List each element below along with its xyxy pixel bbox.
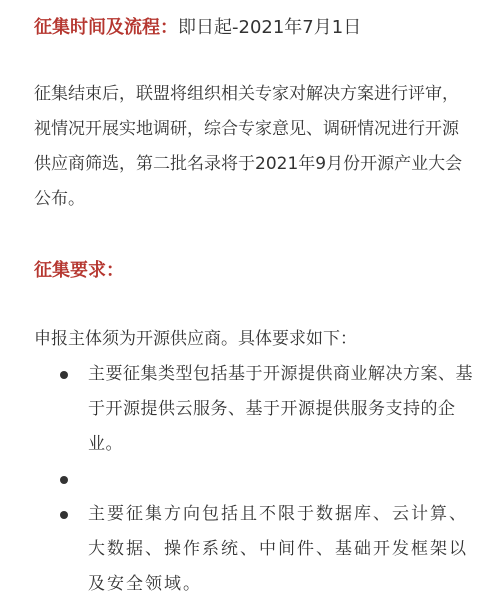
requirements-intro: 申报主体须为开源供应商。具体要求如下： [34, 329, 357, 349]
process-paragraph: 征集结束后，联盟将组织相关专家对解决方案进行评审，视情况开展实地调研，综合专家意见、调研情况进行开源供应商筛选，第二批名录将于2021年9月份开源产业大会公布。 [34, 84, 463, 209]
timeline-heading [34, 10, 474, 46]
list-item [34, 462, 474, 497]
requirements-heading [34, 253, 474, 289]
list-item: 主要征集方向包括且不限于数据库、云计算、大数据、操作系统、中间件、基础开发框架以及安全领域。 [34, 497, 474, 602]
requirements-label: 征集要求： [34, 260, 124, 281]
list-item: 主要征集类型包括基于开源提供商业解决方案、基于开源提供云服务、基于开源提供服务支持的企业。 [34, 357, 474, 462]
timeline-label: 征集时间及流程： [34, 17, 178, 38]
timeline-value: 即日起-2021年7月1日 [178, 17, 362, 38]
article-body [34, 10, 474, 602]
requirements-list [34, 357, 474, 602]
